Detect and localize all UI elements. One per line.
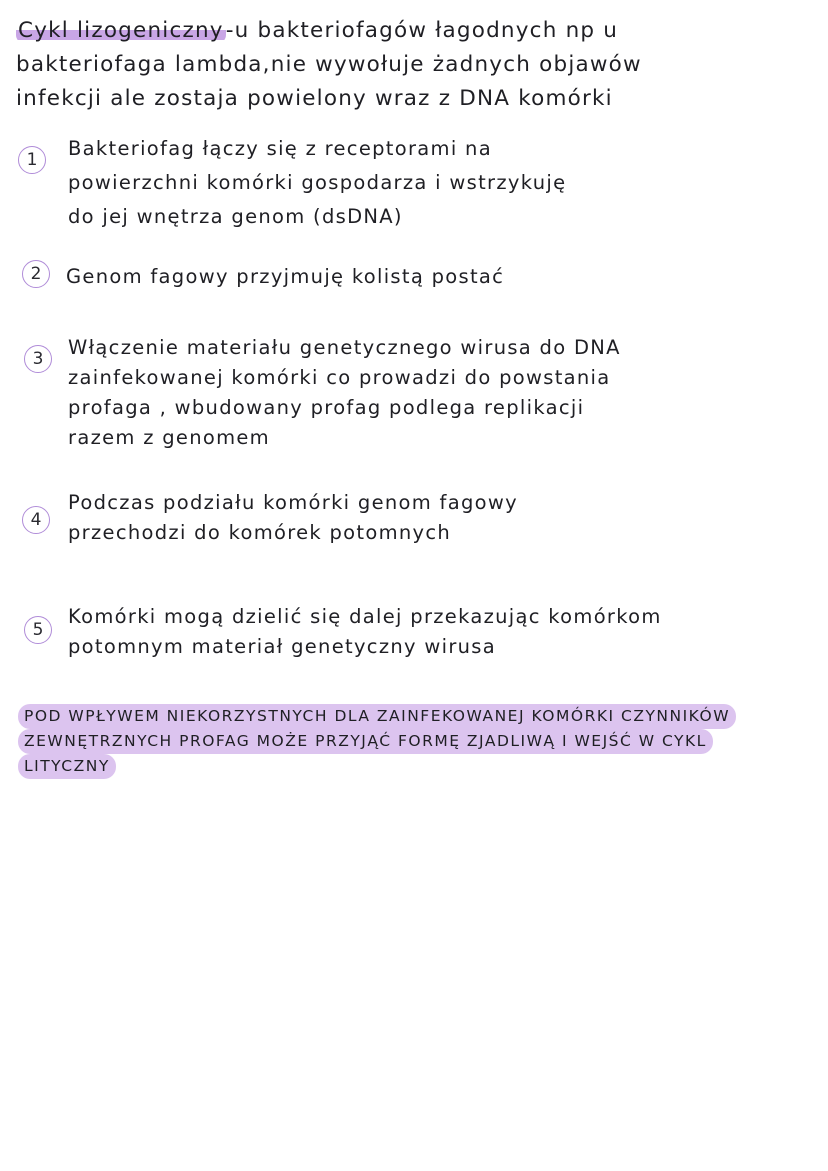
step-number-badge: 1 (18, 146, 46, 174)
note-line: POD WPŁYWEM NIEKORZYSTNYCH DLA ZAINFEKOWANEJ KOMÓRKI CZYNNIKÓW (18, 704, 736, 729)
intro-line-1-rest: -u bakteriofagów łagodnych np u (225, 18, 619, 43)
step-number-badge: 3 (24, 345, 52, 373)
note-line: LITYCZNY (18, 754, 116, 779)
step-line: do jej wnętrza genom (dsDNA) (68, 205, 403, 228)
step-text (66, 262, 716, 292)
step-line: Podczas podziału komórki genom fagowy (68, 491, 518, 514)
step-number-badge: 2 (22, 260, 50, 288)
intro-paragraph (16, 14, 806, 116)
step-text (68, 602, 718, 662)
step-text (68, 488, 718, 548)
highlighted-note (18, 704, 798, 779)
intro-highlight-term: Cykl lizogeniczny (18, 18, 224, 43)
step-line: potomnym materiał genetyczny wirusa (68, 635, 497, 658)
step-line: Komórki mogą dzielić się dalej przekazując komórkom (68, 605, 662, 628)
step-line: profaga , wbudowany profag podlega replikacji (68, 396, 585, 419)
note-line: ZEWNĘTRZNYCH PROFAG MOŻE PRZYJĄĆ FORMĘ ZJADLIWĄ I WEJŚĆ W CYKL (18, 729, 713, 754)
step-line: przechodzi do komórek potomnych (68, 521, 452, 544)
step-line: Włączenie materiału genetycznego wirusa do DNA (68, 336, 621, 359)
step-line: powierzchni komórki gospodarza i wstrzykuję (68, 171, 567, 194)
step-number-badge: 5 (24, 616, 52, 644)
step-text (68, 333, 718, 453)
intro-line-3: infekcji ale zostaja powielony wraz z DNA komórki (16, 86, 613, 111)
step-line: Genom fagowy przyjmuję kolistą postać (66, 265, 505, 288)
step-number-badge: 4 (22, 506, 50, 534)
intro-line-2: bakteriofaga lambda,nie wywołuje żadnych objawów (16, 52, 642, 77)
step-line: Bakteriofag łączy się z receptorami na (68, 137, 492, 160)
step-line: razem z genomem (68, 426, 270, 449)
step-text (68, 132, 718, 234)
step-line: zainfekowanej komórki co prowadzi do powstania (68, 366, 611, 389)
